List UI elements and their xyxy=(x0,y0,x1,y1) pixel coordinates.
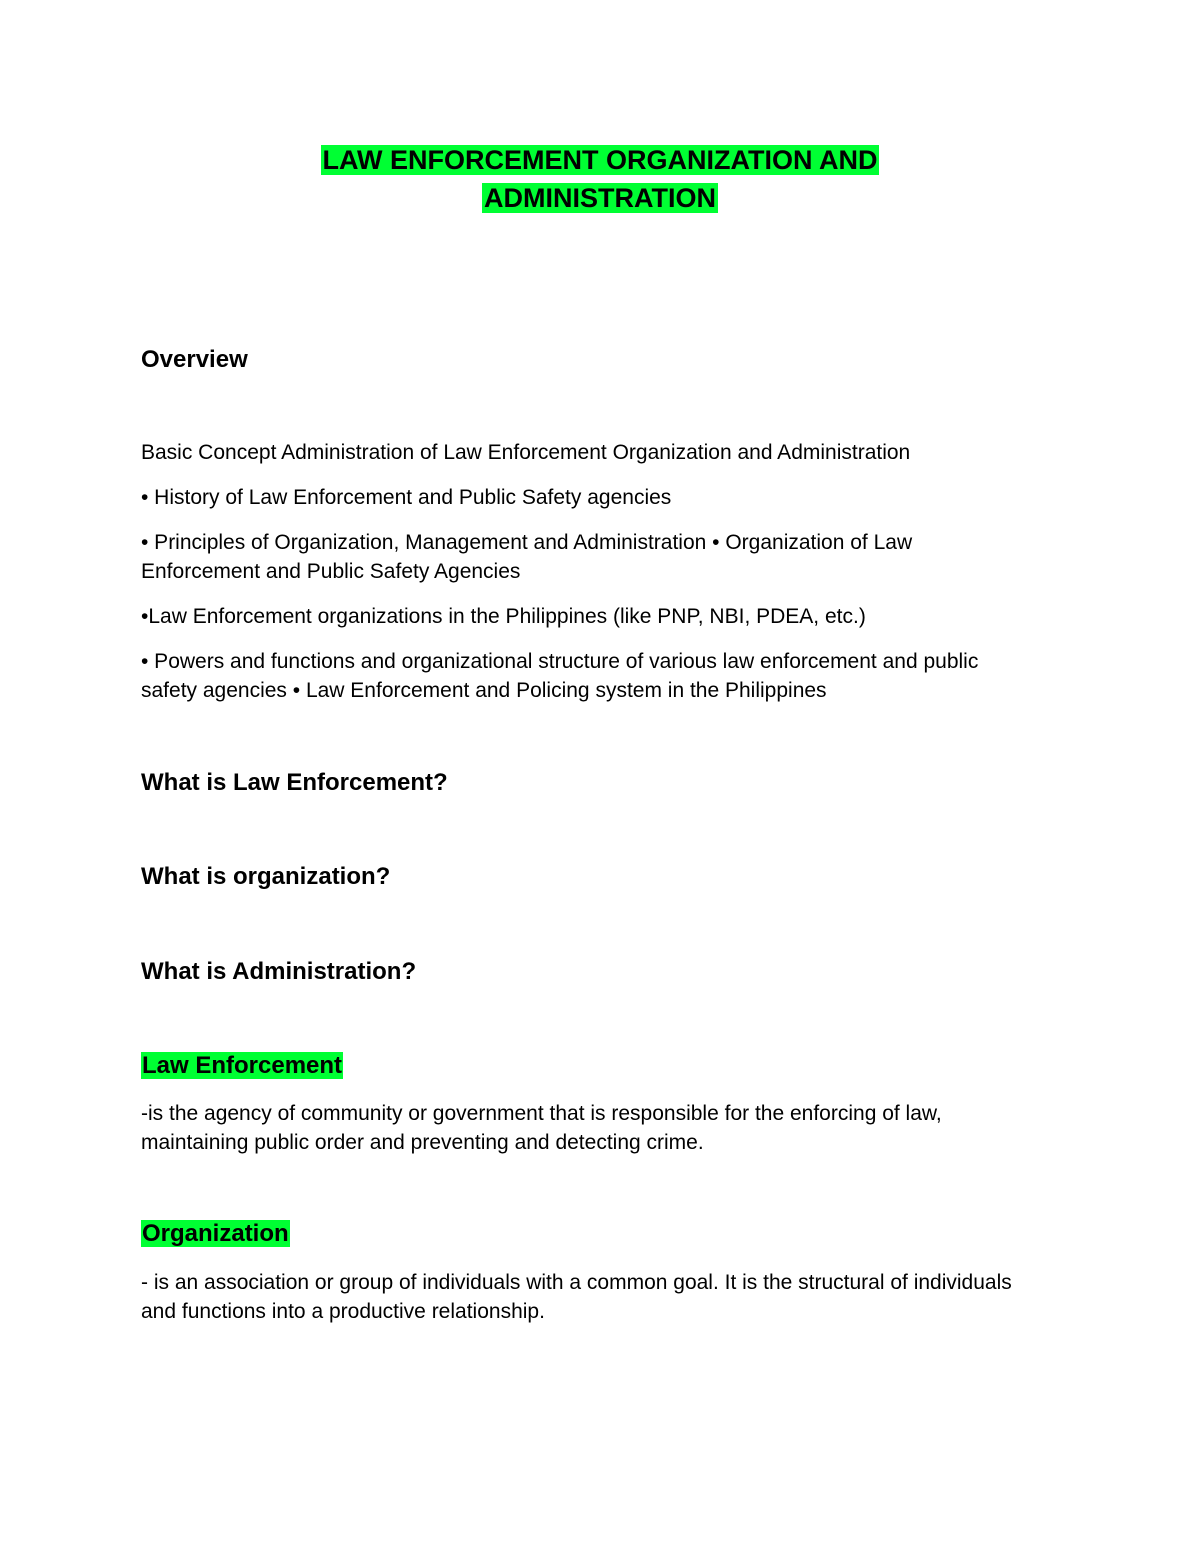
overview-bullet-3: •Law Enforcement organizations in the Philippines (like PNP, NBI, PDEA, etc.) xyxy=(141,605,866,628)
term-organization xyxy=(141,1218,1041,1250)
term-law-enforcement xyxy=(141,1050,1041,1082)
question-law-enforcement: What is Law Enforcement? xyxy=(141,769,448,796)
title-line-1: LAW ENFORCEMENT ORGANIZATION AND xyxy=(322,145,878,175)
title-line-2: ADMINISTRATION xyxy=(484,183,716,213)
term-organization-label: Organization xyxy=(142,1220,289,1247)
question-organization: What is organization? xyxy=(141,863,391,890)
overview-bullet-4: • Powers and functions and organizational structure of various law enforcement and public safety agencies • Law Enforcement and Policing system in the Philippines xyxy=(141,650,979,702)
definition-law-enforcement: -is the agency of community or government that is responsible for the enforcing of law, maintaining public order and preventing and detecting crime. xyxy=(141,1102,942,1154)
overview-intro: Basic Concept Administration of Law Enforcement Organization and Administration xyxy=(141,441,911,464)
overview-bullet-2: • Principles of Organization, Management and Administration • Organization of Law Enforcement and Public Safety Agencies xyxy=(141,531,913,583)
document-title xyxy=(0,141,1200,217)
overview-heading: Overview xyxy=(141,346,248,373)
definition-organization: - is an association or group of individuals with a common goal. It is the structural of individuals and functions into a productive relationship. xyxy=(141,1271,1012,1323)
question-administration: What is Administration? xyxy=(141,958,417,985)
overview-bullet-1: • History of Law Enforcement and Public Safety agencies xyxy=(141,486,672,509)
term-law-enforcement-label: Law Enforcement xyxy=(142,1052,343,1079)
